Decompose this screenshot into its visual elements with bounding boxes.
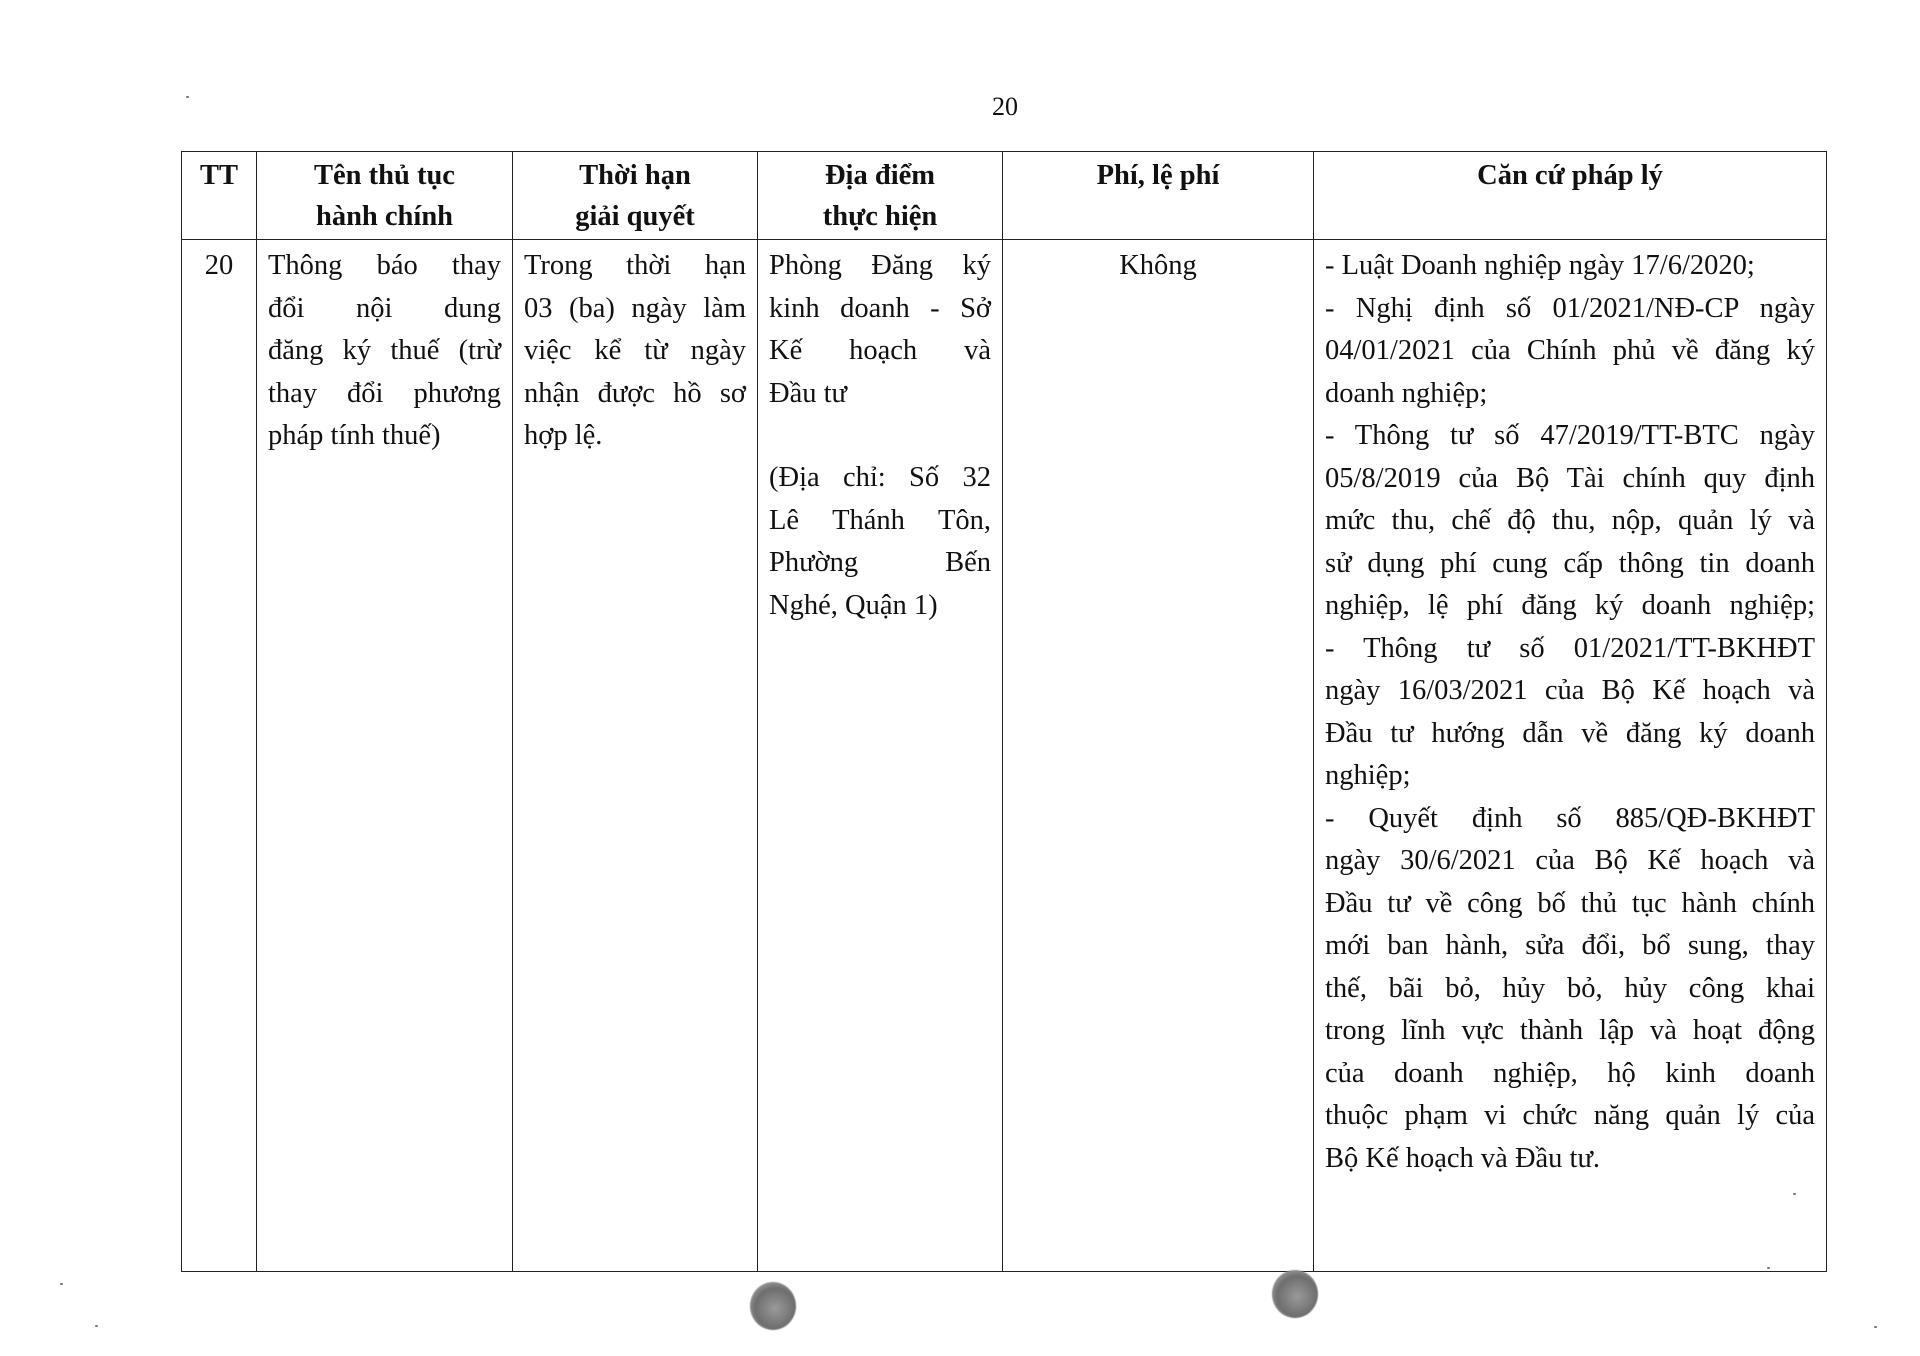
header-location: Địa điểm thực hiện: [758, 152, 1003, 240]
address-line: (Địa chỉ: Số 32: [769, 462, 991, 493]
scan-speck: [95, 1325, 98, 1327]
address-line: Lê Thánh Tôn,: [769, 504, 991, 536]
punch-hole-mark: [750, 1282, 796, 1330]
scan-speck: [60, 1283, 63, 1285]
procedure-table: [181, 151, 1827, 1272]
header-legal-basis: Căn cứ pháp lý: [1314, 152, 1827, 240]
scan-speck: [1793, 1193, 1796, 1195]
header-tt: TT: [182, 152, 257, 240]
cell-legal-basis: - Luật Doanh nghiệp ngày 17/6/2020; - Nghị định số 01/2021/NĐ-CP ngày 04/01/2021 của Chính phủ về đăng ký doanh nghiệp; - Thông tư số 47/2019/TT-BTC ngày 05/8/2019 của Bộ Tài chính quy định mức thu, chế độ thu, nộp, quản lý và sử dụng phí cung cấp thông tin doanh nghiệp, lệ phí đăng ký doanh nghiệp; - Thông tư số 01/2021/TT-BKHĐT ngày 16/03/2021 của Bộ Kế hoạch và Đầu tư hướng dẫn về đăng ký doanh nghiệp; - Quyết định số 885/QĐ-BKHĐT ngày 30/6/2021 của Bộ Kế hoạch và Đầu tư về công bố thủ tục hành chính mới ban hành, sửa đổi, bổ sung, thay thế, bãi bỏ, hủy bỏ, hủy công khai trong lĩnh vực thành lập và hoạt động của doanh nghiệp, hộ kinh doanh thuộc phạm vi chức năng quản lý của Bộ Kế hoạch và Đầu tư.: [1314, 240, 1827, 1272]
scan-speck: [1767, 1267, 1770, 1269]
page-number: 20: [992, 92, 1018, 121]
scan-speck: [186, 96, 189, 98]
header-processing-time: Thời hạn giải quyết: [513, 152, 758, 240]
header-fee: Phí, lệ phí: [1003, 152, 1314, 240]
address-line: Phường Bến: [769, 547, 991, 578]
table-row: [182, 240, 1827, 1272]
punch-hole-mark: [1272, 1270, 1318, 1318]
cell-procedure-name: Thông báo thay đổi nội dung đăng ký thuế (trừ thay đổi phương pháp tính thuế): [257, 240, 513, 1272]
table-header-row: [182, 152, 1827, 240]
cell-location: Phòng Đăng ký kinh doanh - Sở Kế hoạch và Đầu tư (Địa chỉ: Số 32 Lê Thánh Tôn, Phường Bến Nghé, Quận 1): [758, 240, 1003, 1272]
cell-tt: 20: [182, 240, 257, 1272]
cell-fee: Không: [1003, 240, 1314, 1272]
address-line: Nghé, Quận 1): [769, 589, 938, 621]
scan-speck: [1874, 1326, 1877, 1328]
header-procedure-name: Tên thủ tục hành chính: [257, 152, 513, 240]
cell-processing-time: Trong thời hạn 03 (ba) ngày làm việc kể từ ngày nhận được hồ sơ hợp lệ.: [513, 240, 758, 1272]
